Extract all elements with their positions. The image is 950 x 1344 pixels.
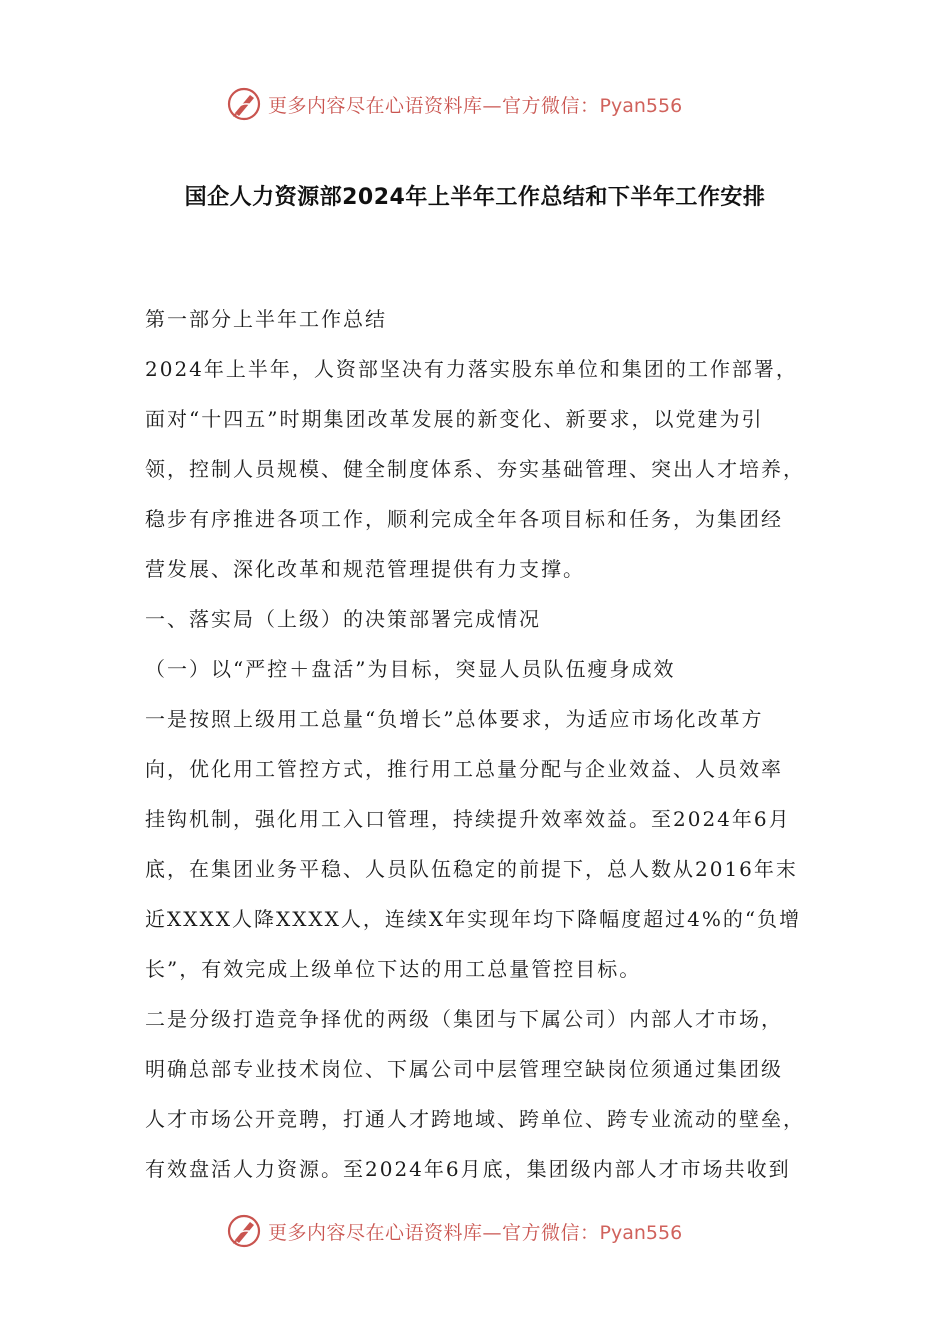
body-line: 近XXXX人降XXXX人，连续X年实现年均下降幅度超过4%的“负增 (145, 907, 802, 931)
watermark-wechat-id: Pyan556 (599, 94, 683, 117)
body-line: 长”，有效完成上级单位下达的用工总量管控目标。 (145, 957, 642, 981)
watermark-wechat-id: Pyan556 (599, 1221, 683, 1244)
body-line: 2024年上半年，人资部坚决有力落实股东单位和集团的工作部署， (145, 357, 798, 381)
body-line: 明确总部专业技术岗位、下属公司中层管理空缺岗位须通过集团级 (145, 1057, 783, 1081)
body-line: 底，在集团业务平稳、人员队伍稳定的前提下，总人数从2016年末 (145, 857, 798, 881)
watermark-text: 更多内容尽在心语资料库—官方微信：Pyan556 (268, 1221, 683, 1244)
document-body (145, 300, 825, 1200)
section-heading: 第一部分上半年工作总结 (145, 307, 387, 331)
document-title: 国企人力资源部2024年上半年工作总结和下半年工作安排 (184, 185, 766, 210)
watermark-text: 更多内容尽在心语资料库—官方微信：Pyan556 (268, 94, 683, 117)
body-line: 稳步有序推进各项工作，顺利完成全年各项目标和任务，为集团经 (145, 507, 783, 531)
pen-logo-icon (226, 1213, 262, 1249)
body-line: 一是按照上级用工总量“负增长”总体要求，为适应市场化改革方 (145, 707, 764, 731)
body-line: 挂钩机制，强化用工入口管理，持续提升效率效益。至2024年6月 (145, 807, 791, 831)
pen-logo-icon (226, 86, 262, 122)
body-line: 二是分级打造竞争择优的两级（集团与下属公司）内部人才市场， (145, 1007, 783, 1031)
subsection-heading: （一）以“严控＋盘活”为目标，突显人员队伍瘦身成效 (145, 657, 676, 681)
body-line: 面对“十四五”时期集团改革发展的新变化、新要求，以党建为引 (145, 407, 764, 431)
body-line: 领，控制人员规模、健全制度体系、夯实基础管理、突出人才培养， (145, 457, 805, 481)
body-line: 向，优化用工管控方式，推行用工总量分配与企业效益、人员效率 (145, 757, 783, 781)
watermark-footer (226, 1211, 746, 1251)
body-line: 有效盘活人力资源。至2024年6月底，集团级内部人才市场共收到 (145, 1157, 791, 1181)
body-line: 人才市场公开竞聘，打通人才跨地域、跨单位、跨专业流动的壁垒， (145, 1107, 805, 1131)
watermark-header (226, 84, 746, 124)
subsection-heading: 一、落实局（上级）的决策部署完成情况 (145, 607, 541, 631)
body-line: 营发展、深化改革和规范管理提供有力支撑。 (145, 557, 585, 581)
